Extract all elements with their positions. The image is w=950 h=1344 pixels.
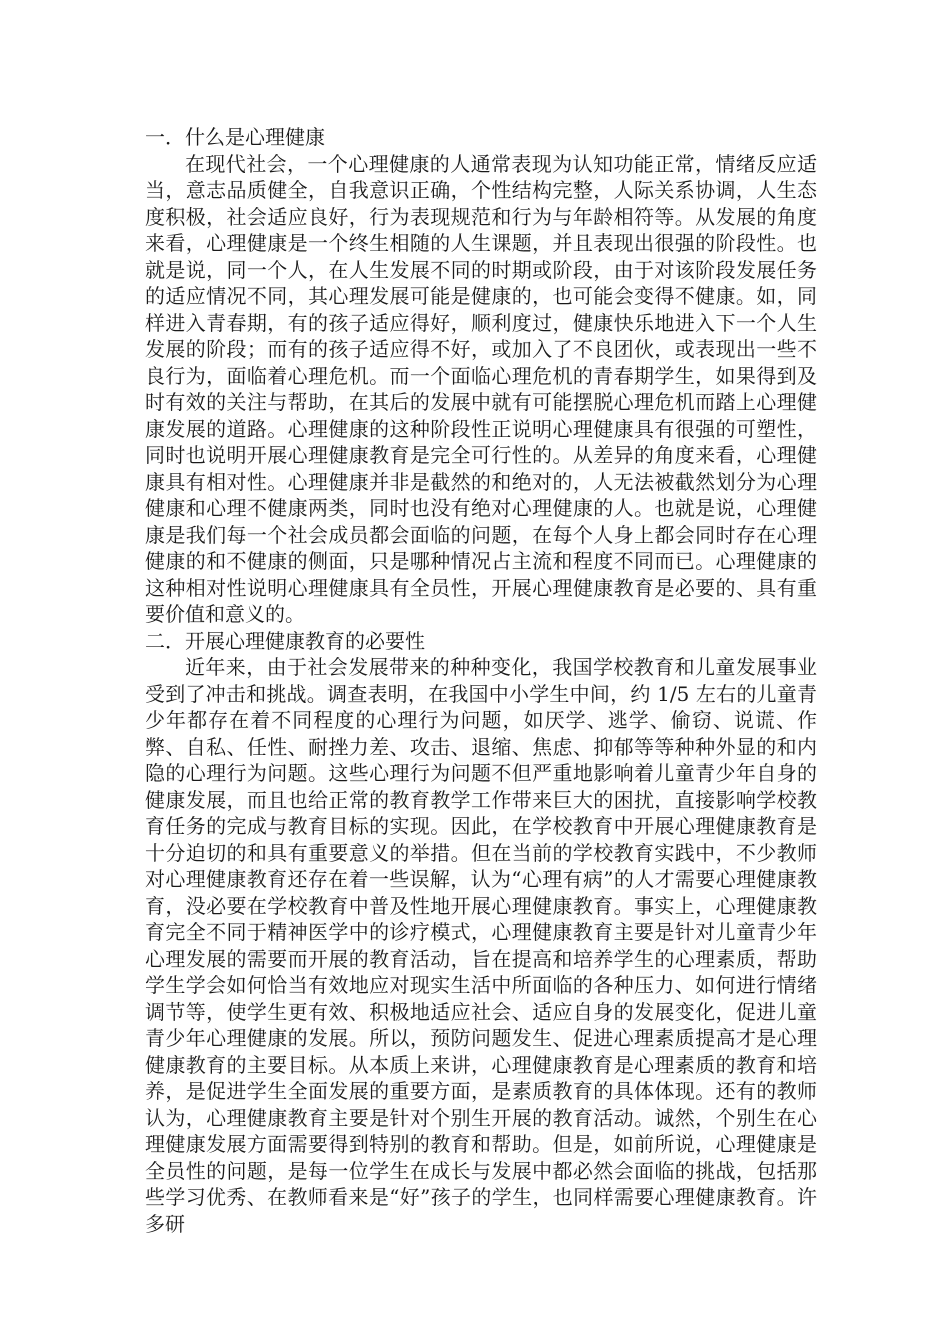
section-paragraph: 在现代社会，一个心理健康的人通常表现为认知功能正常，情绪反应适当，意志品质健全，自我意识正确，个性结构完整，人际关系协调，人生态度积极，社会适应良好，行为表现规范和行为与年龄相符等。从发展的角度来看，心理健康是一个终生相随的人生课题，并且表现出很强的阶段性。也就是说，同一个人，在人生发展不同的时期或阶段，由于对该阶段发展任务的适应情况不同，其心理发展可能是健康的，也可能会变得不健康。如，同样进入青春期，有的孩子适应得好，顺利度过，健康快乐地进入下一个人生发展的阶段；而有的孩子适应得不好，或加入了不良团伙，或表现出一些不良行为，面临着心理危机。而一个面临心理危机的青春期学生，如果得到及时有效的关注与帮助，在其后的发展中就有可能摆脱心理危机而踏上心理健康发展的道路。心理健康的这种阶段性正说明心理健康具有很强的可塑性，同时也说明开展心理健康教育是完全可行性的。从差异的角度来看，心理健康具有相对性。心理健康并非是截然的和绝对的，人无法被截然划分为心理健康和心理不健康两类，同时也没有绝对心理健康的人。也就是说，心理健康是我们每一个社会成员都会面临的问题，在每个人身上都会同时存在心理健康的和不健康的侧面，只是哪种情况占主流和程度不同而已。心理健康的这种相对性说明心理健康具有全员性，开展心理健康教育是必要的、具有重要价值和意义的。 <box>145 151 817 626</box>
section-heading: 二．开展心理健康教育的必要性 <box>145 628 425 653</box>
section-what-is-mental-health <box>145 124 817 628</box>
document-page <box>145 124 817 1237</box>
section-paragraph: 近年来，由于社会发展带来的种种变化，我国学校教育和儿童发展事业受到了冲击和挑战。调查表明，在我国中小学生中间，约 1/5 左右的儿童青少年都存在着不同程度的心理行为问题，如厌学、逃学、偷窃、说谎、作弊、自私、任性、耐挫力差、攻击、退缩、焦虑、抑郁等等种种外显的和内隐的心理行为问题。这些心理行为问题不但严重地影响着儿童青少年自身的健康发展，而且也给正常的教育教学工作带来巨大的困扰，直接影响学校教育任务的完成与教育目标的实现。因此，在学校教育中开展心理健康教育是十分迫切的和具有重要意义的举措。但在当前的学校教育实践中，不少教师对心理健康教育还存在着一些误解，认为“心理有病”的人才需要心理健康教育，没必要在学校教育中普及性地开展心理健康教育。事实上，心理健康教育完全不同于精神医学中的诊疗模式，心理健康教育主要是针对儿童青少年心理发展的需要而开展的教育活动，旨在提高和培养学生的心理素质，帮助学生学会如何恰当有效地应对现实生活中所面临的各种压力、如何进行情绪调节等，使学生更有效、积极地适应社会、适应自身的发展变化，促进儿童青少年心理健康的发展。所以，预防问题发生、促进心理素质提高才是心理健康教育的主要目标。从本质上来讲，心理健康教育是心理素质的教育和培养，是促进学生全面发展的重要方面，是素质教育的具体体现。还有的教师认为，心理健康教育主要是针对个别生开展的教育活动。诚然，个别生在心理健康发展方面需要得到特别的教育和帮助。但是，如前所说，心理健康是全员性的问题，是每一位学生在成长与发展中都必然会面临的挑战，包括那些学习优秀、在教师看来是“好”孩子的学生，也同样需要心理健康教育。许多研 <box>145 655 817 1236</box>
section-heading: 一．什么是心理健康 <box>145 125 325 149</box>
section-necessity <box>145 628 817 1238</box>
